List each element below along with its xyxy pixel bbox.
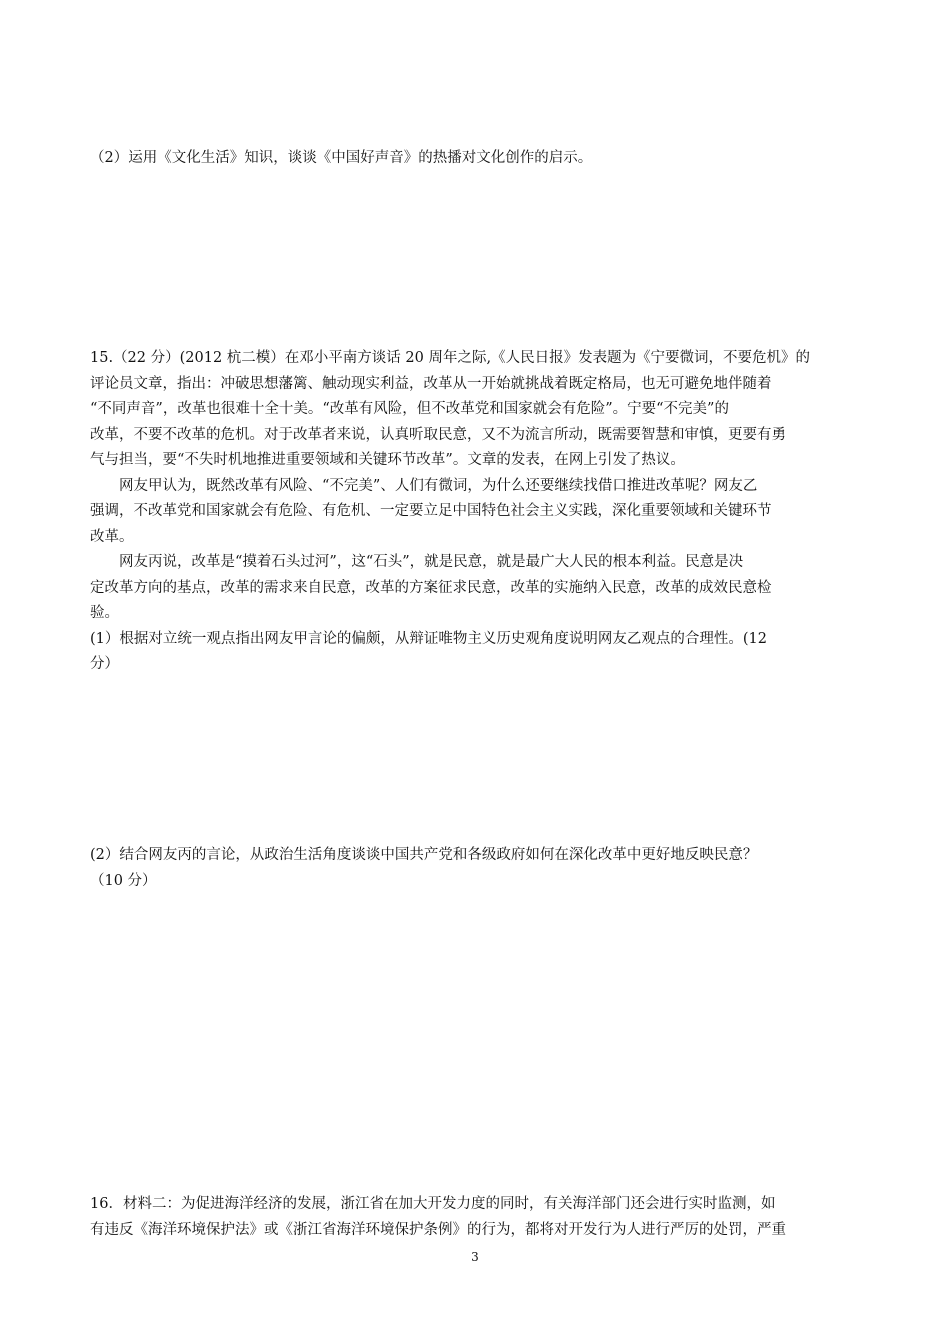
question-16: [90, 1192, 862, 1243]
q15-para2-line: 改革。: [90, 528, 134, 545]
q15-para2-line: 强调，不改革党和国家就会有危险、有危机、一定要立足中国特色社会主义实践，深化重要领域和关键环节: [90, 503, 772, 519]
q16-line: 有违反《海洋环境保护法》或《浙江省海洋环境保护条例》的行为，都将对开发行为人进行严厉的处罚，严重: [90, 1221, 786, 1238]
q15-intro-line: 15.（22 分）(2012 杭二模）在邓小平南方谈话 20 周年之际,《人民日报》发表题为《宁要微词，不要危机》的: [90, 350, 811, 366]
q15-para2-line: 网友甲认为，既然改革有风险、“不完美”、人们有微词，为什么还要继续找借口推进改革呢？网友乙: [119, 477, 758, 494]
q15-intro-line: “不同声音”，改革也很难十全十美。“改革有风险，但不改革党和国家就会有危险”。宁要“不完美”的: [90, 401, 729, 417]
page-number: 3: [471, 1250, 479, 1264]
text-line: （2）运用《文化生活》知识，谈谈《中国好声音》的热播对文化创作的启示。: [90, 150, 593, 166]
q16-line: 16．材料二：为促进海洋经济的发展，浙江省在加大开发力度的同时，有关海洋部门还会进行实时监测，如: [90, 1196, 776, 1212]
q15-para3-line: 验。: [90, 605, 119, 621]
q15-part2-line: （10 分）: [90, 872, 157, 889]
q15-part1-line: (1）根据对立统一观点指出网友甲言论的偏颇，从辩证唯物主义历史观角度说明网友乙观点的合理性。(12: [90, 630, 767, 647]
q15-part2-prompt: [90, 843, 862, 894]
q15-part2-line: (2）结合网友丙的言论，从政治生活角度谈谈中国共产党和各级政府如何在深化改革中更好地反映民意？: [90, 847, 758, 863]
q15-intro-line: 改革，不要不改革的危机。对于改革者来说，认真听取民意，又不为流言所动，既需要智慧和审慎，更要有勇: [90, 426, 786, 443]
q15-part1-line: 分）: [90, 656, 119, 672]
q15-para3-line: 网友丙说，改革是“摸着石头过河”，这“石头”，就是民意，就是最广大人民的根本利益。民意是决: [119, 554, 744, 570]
q14-part2-prompt: [90, 146, 862, 172]
question-15: [90, 346, 862, 678]
q15-para3-line: 定改革方向的基点，改革的需求来自民意，改革的方案征求民意，改革的实施纳入民意，改革的成效民意检: [90, 579, 772, 596]
q15-intro-line: 评论员文章，指出：冲破思想藩篱、触动现实利益，改革从一开始就挑战着既定格局，也无可避免地伴随着: [90, 375, 772, 392]
q15-intro-line: 气与担当，要“不失时机地推进重要领域和关键环节改革”。文章的发表，在网上引发了热议。: [90, 452, 685, 468]
